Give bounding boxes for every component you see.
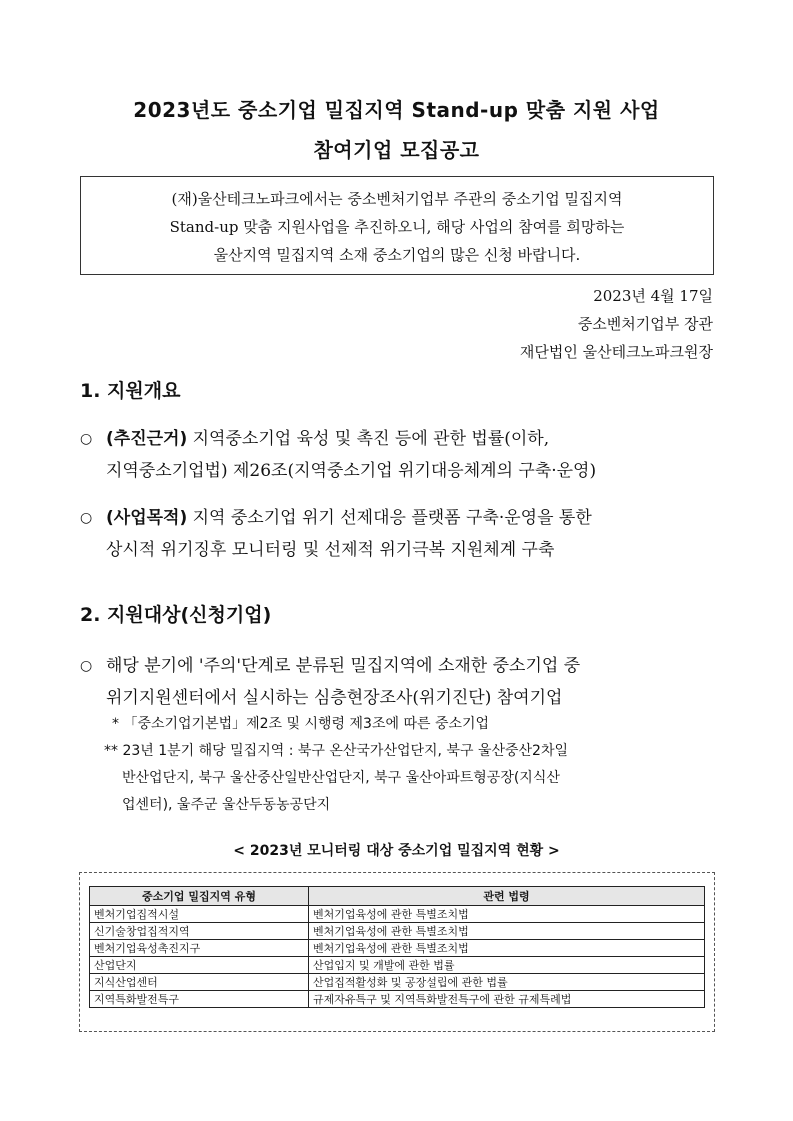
- table-row: [90, 906, 705, 923]
- table-caption: < 2023년 모니터링 대상 중소기업 밀집지역 현황 >: [233, 843, 560, 859]
- related-law: 벤처기업육성에 관한 특별조치법: [309, 923, 705, 940]
- bullet-purpose: [80, 502, 720, 566]
- related-law: 산업집적활성화 및 공장설립에 관한 법률: [309, 974, 705, 991]
- zone-type: 지식산업센터: [90, 974, 309, 991]
- related-law: 벤처기업육성에 관한 특별조치법: [309, 940, 705, 957]
- bullet-text: 지역 중소기업 위기 선제대응 플랫폼 구축·운영을 통한: [187, 508, 592, 528]
- bullet-eligibility: [80, 650, 720, 714]
- table-row: [90, 957, 705, 974]
- zone-type: 신기술창업집적지역: [90, 923, 309, 940]
- bullet-marker: ○: [80, 431, 93, 447]
- footnote-line: ** 23년 1분기 해당 밀집지역 : 북구 온산국가산업단지, 북구 울산중산2차일: [104, 743, 568, 759]
- intro-line: Stand-up 맞춤 지원사업을 추진하오니, 해당 사업의 참여를 희망하는: [169, 218, 625, 236]
- table-header-row: [90, 887, 705, 906]
- section-heading-overview: 1. 지원개요: [80, 380, 181, 402]
- footnote-line: 반산업단지, 북구 울산중산일반산업단지, 북구 울산아파트형공장(지식산: [122, 770, 560, 786]
- document-subtitle: 참여기업 모집공고: [313, 138, 480, 162]
- intro-line: 울산지역 밀집지역 소재 중소기업의 많은 신청 바랍니다.: [213, 246, 581, 264]
- zones-table: [89, 886, 705, 1008]
- section-heading-target: 2. 지원대상(신청기업): [80, 604, 272, 626]
- table-row: [90, 940, 705, 957]
- bullet-marker: ○: [80, 510, 93, 526]
- intro-box: [80, 176, 714, 275]
- bullet-text: 해당 분기에 '주의'단계로 분류된 밀집지역에 소재한 중소기업 중: [106, 656, 581, 676]
- zone-type: 벤처기업육성촉진지구: [90, 940, 309, 957]
- intro-line: (재)울산테크노파크에서는 중소벤처기업부 주관의 중소기업 밀집지역: [171, 190, 623, 208]
- zone-type: 벤처기업집적시설: [90, 906, 309, 923]
- related-law: 벤처기업육성에 관한 특별조치법: [309, 906, 705, 923]
- column-header: 중소기업 밀집지역 유형: [90, 887, 309, 906]
- bullet-label: (추진근거): [106, 429, 188, 449]
- footnote-line: 업센터), 울주군 울산두동농공단지: [122, 797, 331, 813]
- footnote-target-zones: [104, 738, 568, 819]
- footnote-sme-definition: * 「중소기업기본법」제2조 및 시행령 제3조에 따른 중소기업: [112, 716, 490, 732]
- announcement-date: 2023년 4월 17일: [593, 287, 713, 305]
- zone-type: 지역특화발전특구: [90, 991, 309, 1008]
- org-signature: 재단법인 울산테크노파크원장: [519, 343, 713, 361]
- table-row: [90, 923, 705, 940]
- bullet-text: 지역중소기업법) 제26조(지역중소기업 위기대응체계의 구축·운영): [106, 461, 597, 481]
- bullet-text: 위기지원센터에서 실시하는 심층현장조사(위기진단) 참여기업: [106, 688, 563, 708]
- related-law: 산업입지 및 개발에 관한 법률: [309, 957, 705, 974]
- bullet-text: 상시적 위기징후 모니터링 및 선제적 위기극복 지원체계 구축: [106, 540, 555, 560]
- table-row: [90, 991, 705, 1008]
- bullet-label: (사업목적): [106, 508, 188, 528]
- ministry-signature: 중소벤처기업부 장관: [577, 315, 713, 333]
- zone-type: 산업단지: [90, 957, 309, 974]
- bullet-text: 지역중소기업 육성 및 촉진 등에 관한 법률(이하,: [187, 429, 550, 449]
- bullet-legal-basis: [80, 423, 720, 487]
- table-row: [90, 974, 705, 991]
- bullet-marker: ○: [80, 658, 93, 674]
- column-header: 관련 법령: [309, 887, 705, 906]
- related-law: 규제자유특구 및 지역특화발전특구에 관한 규제특례법: [309, 991, 705, 1008]
- document-title: 2023년도 중소기업 밀집지역 Stand-up 맞춤 지원 사업: [133, 98, 660, 122]
